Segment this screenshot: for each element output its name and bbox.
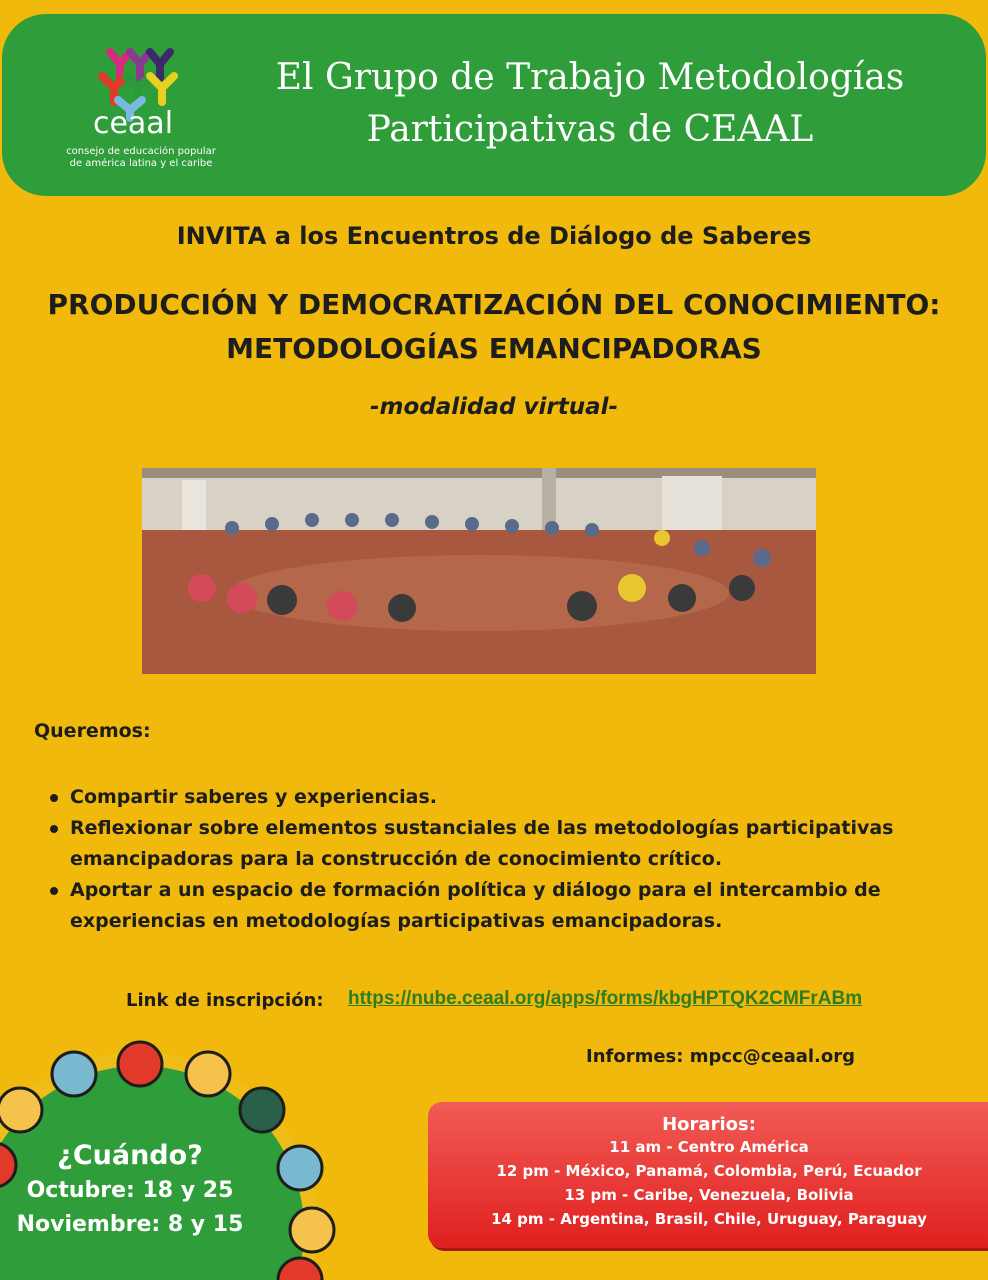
schedule-line: 13 pm - Caribe, Venezuela, Bolivia	[564, 1186, 854, 1204]
registration-label: Link de inscripción:	[126, 990, 324, 1011]
november-dates: Noviembre: 8 y 15	[16, 1212, 244, 1237]
header-title-line-2: Participativas de CEAAL	[366, 109, 814, 150]
schedule-box	[428, 1102, 988, 1248]
registration-link[interactable]: https://nube.ceaal.org/apps/forms/kbgHPTQK2CMFrABm	[348, 988, 863, 1009]
goals-label: Queremos:	[34, 720, 151, 742]
goals-list	[70, 782, 930, 937]
invite-text: INVITA a los Encuentros de Diálogo de Saberes	[176, 222, 812, 250]
logo-tagline-line-2: de américa latina y el caribe	[69, 158, 213, 169]
schedule-title: Horarios:	[662, 1114, 756, 1135]
header-title-line-1: El Grupo de Trabajo Metodologías	[275, 57, 905, 98]
header-title	[250, 52, 930, 156]
group-circle-photo	[142, 468, 816, 674]
logo-tagline	[46, 146, 236, 170]
october-dates: Octubre: 18 y 25	[26, 1178, 234, 1203]
goal-item: Reflexionar sobre elementos sustanciales de las metodologías participativas emancipadoras para la construcción de conocimiento crítico.	[70, 813, 930, 875]
logo-wordmark: ceaal	[92, 106, 174, 141]
schedule-line: 11 am - Centro América	[609, 1138, 809, 1156]
schedule-line: 12 pm - México, Panamá, Colombia, Perú, Ecuador	[496, 1162, 922, 1180]
event-title	[0, 283, 988, 371]
schedule-line: 14 pm - Argentina, Brasil, Chile, Uruguay, Paraguay	[491, 1210, 927, 1228]
event-title-line-1: PRODUCCIÓN Y DEMOCRATIZACIÓN DEL CONOCIMIENTO:	[47, 288, 941, 321]
when-question: ¿Cuándo?	[57, 1140, 203, 1171]
event-title-line-2: METODOLOGÍAS EMANCIPADORAS	[226, 332, 762, 365]
goal-item: Compartir saberes y experiencias.	[70, 782, 930, 813]
goal-item: Aportar a un espacio de formación política y diálogo para el intercambio de experiencias en metodologías participativas emancipadoras.	[70, 875, 930, 937]
logo-tagline-line-1: consejo de educación popular	[66, 146, 216, 157]
modality-text: -modalidad virtual-	[369, 394, 619, 420]
contact-info: Informes: mpcc@ceaal.org	[586, 1046, 856, 1067]
